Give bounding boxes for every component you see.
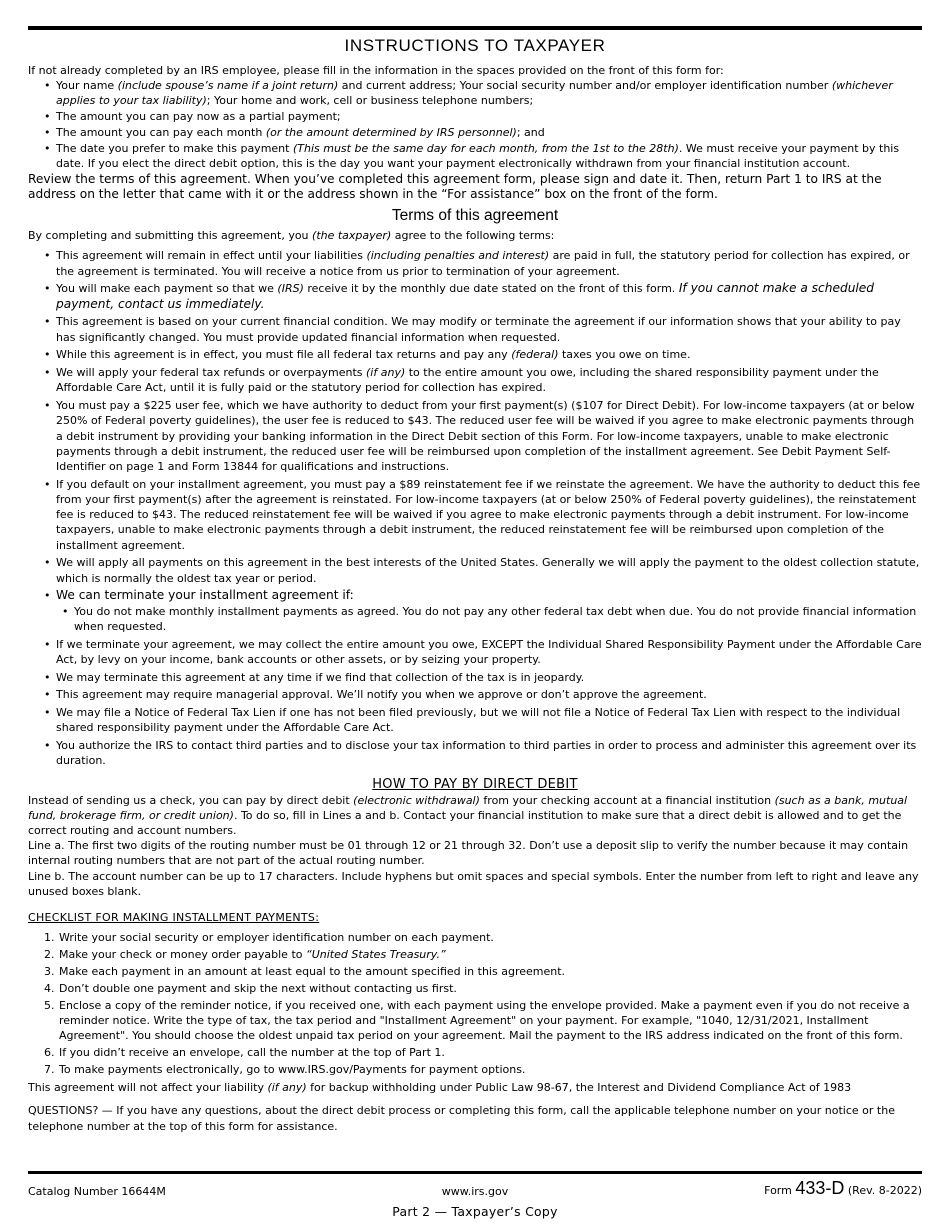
term-duration: • This agreement will remain in effect until your liabilities (including penalties and interest) are paid in full, the statutory period for collection has expired, or the agreement is terminated. You will receive a notice from us prior to termination of your agreement. bbox=[28, 248, 922, 278]
part-label: Part 2 — Taxpayer’s Copy bbox=[392, 1204, 558, 1219]
form-number: 433-D bbox=[795, 1178, 845, 1198]
liability-text: This agreement will not affect your liability (if any) for backup withholding under Public Law 98-67, the Interest and Dividend Compliance Act of 1983 bbox=[28, 1081, 852, 1095]
checklist-item: 6. If you didn’t receive an envelope, call the number at the top of Part 1. bbox=[44, 1046, 445, 1060]
term-jeopardy: • We may terminate this agreement at any time if we find that collection of the tax is in jeopardy. bbox=[28, 670, 922, 685]
page-title: INSTRUCTIONS TO TAXPAYER bbox=[344, 36, 606, 55]
intro-item-partial-payment: • The amount you can pay now as a partial payment; bbox=[28, 109, 922, 124]
term-file-returns: • While this agreement is in effect, you must file all federal tax returns and pay any (federal) taxes you owe on time. bbox=[28, 347, 922, 362]
termination-subitem: • You do not make monthly installment payments as agreed. You do not pay any other federal tax debt when due. You do not provide financial information when requested. bbox=[28, 604, 922, 634]
checklist-item: 2. Make your check or money order payable to “United States Treasury.” bbox=[44, 948, 446, 962]
intro-item-name: • Your name (include spouse’s name if a joint return) and current address; Your social security number and/or employer identification number (whichever applies to your tax liability); Your home and work, cell or business telephone numbers; bbox=[28, 78, 922, 108]
direct-debit-heading: HOW TO PAY BY DIRECT DEBIT bbox=[372, 776, 578, 792]
top-rule bbox=[28, 26, 922, 30]
term-collection: • If we terminate your agreement, we may collect the entire amount you owe, EXCEPT the Individual Shared Responsibility Payment under the Affordable Care Act, by levy on your income, bank accounts or other assets, or by seizing your property. bbox=[28, 637, 922, 667]
terms-intro: By completing and submitting this agreement, you (the taxpayer) agree to the following terms: bbox=[28, 229, 555, 243]
checklist-heading: CHECKLIST FOR MAKING INSTALLMENT PAYMENTS: bbox=[28, 911, 320, 925]
term-refunds: • We will apply your federal tax refunds or overpayments (if any) to the entire amount you owe, including the shared responsibility payment under the Affordable Care Act, until it is fully paid or the statutory period for collection has expired. bbox=[28, 365, 922, 395]
intro-item-monthly-amount: • The amount you can pay each month (or the amount determined by IRS personnel); and bbox=[28, 125, 922, 140]
form-identifier: Form 433-D (Rev. 8-2022) bbox=[764, 1178, 922, 1198]
termination-sublist bbox=[28, 604, 922, 634]
checklist-item: 3. Make each payment in an amount at least equal to the amount specified in this agreement. bbox=[44, 965, 566, 979]
review-text: Review the terms of this agreement. When you’ve completed this agreement form, please sign and date it. Then, return Part 1 to IRS at the address on the letter that came with it or the address shown in the “For assistance” box on the front of the form. bbox=[28, 171, 882, 201]
intro-text: If not already completed by an IRS employee, please fill in the information in the spaces provided on the front of this form for: bbox=[28, 64, 724, 77]
intro-list bbox=[28, 78, 922, 171]
line-a-instructions: Line a. The first two digits of the routing number must be 01 through 12 or 21 through 32. Don’t use a deposit slip to verify the number because it may contain internal routing numbers that are not part of the actual routing number. bbox=[28, 839, 909, 868]
questions-text: QUESTIONS? — If you have any questions, about the direct debit process or completing this form, call the applicable telephone number on your notice or the telephone number at the top of this form for assistance. bbox=[28, 1104, 895, 1133]
term-managerial-approval: • This agreement may require managerial approval. We’ll notify you when we approve or don’t approve the agreement. bbox=[28, 687, 922, 702]
terms-list bbox=[28, 248, 922, 768]
term-payment-due: • You will make each payment so that we (IRS) receive it by the monthly due date stated on the front of this form. If you cannot make a scheduled payment, contact us immediately. bbox=[28, 281, 922, 311]
checklist-item: 1. Write your social security or employer identification number on each payment. bbox=[44, 931, 494, 945]
intro-item-payment-date: • The date you prefer to make this payment (This must be the same day for each month, from the 1st to the 28th). We must receive your payment by this date. If you elect the direct debit option, this is the day you want your payment electronically withdrawn from your financial institution account. bbox=[28, 141, 922, 171]
term-third-parties: • You authorize the IRS to contact third parties and to disclose your tax information to third parties in order to process and administer this agreement over its duration. bbox=[28, 738, 922, 768]
checklist-item: 4. Don’t double one payment and skip the next without contacting us first. bbox=[44, 981, 457, 995]
term-user-fee: • You must pay a $225 user fee, which we have authority to deduct from your first payment(s) ($107 for Direct Debit). For low-income taxpayers (at or below 250% of Federal poverty guidelines), the user fee is reduced to $43. The reduced user fee will be waived if you agree to make electronic payments through a debit instrument by providing your banking information in the Direct Debit section of this Form. For low-income taxpayers, unable to make electronic payments through a debit instrument, the reduced user fee will be reimbursed upon completion of the installment agreement. See Debit Payment Self-Identifier on page 1 and Form 13844 for qualifications and instructions. bbox=[28, 398, 922, 474]
checklist-item: 7. To make payments electronically, go to www.IRS.gov/Payments for payment options. bbox=[44, 1063, 526, 1076]
line-b-instructions: Line b. The account number can be up to 17 characters. Include hyphens but omit spaces and special symbols. Enter the number from left to right and leave any unused boxes blank. bbox=[28, 869, 919, 898]
term-apply-payments: • We will apply all payments on this agreement in the best interests of the United States. Generally we will apply the payment to the oldest collection statute, which is normally the oldest tax year or period. bbox=[28, 555, 922, 585]
term-termination-conditions: • We can terminate your installment agreement if: • You do not make monthly installment payments as agreed. You do not pay any other federal tax debt when due. You do not provide financial information when requested. bbox=[28, 588, 922, 634]
direct-debit-intro: Instead of sending us a check, you can pay by direct debit (electronic withdrawal) from your checking account at a financial institution (such as a bank, mutual fund, brokerage firm, or credit union). To do so, fill in Lines a and b. Contact your financial institution to make sure that a direct debit is allowed and to get the correct routing and account numbers. bbox=[28, 793, 908, 838]
checklist bbox=[28, 930, 922, 1077]
term-financial-condition: • This agreement is based on your current financial condition. We may modify or terminate the agreement if our information shows that your ability to pay has significantly changed. You must provide updated financial information when requested. bbox=[28, 314, 922, 344]
checklist-item: 5. Enclose a copy of the reminder notice, if you received one, with each payment using the envelope provided. Make a payment even if you do not receive a reminder notice. Write the type of tax, the tax period and "Installment Agreement" on your payment. For example, "1040, 12/31/2021, Installment Agreement". You should choose the oldest unpaid tax period on your agreement. Mail the payment to the IRS address indicated on the front of this form. bbox=[44, 998, 910, 1043]
irs-website: www.irs.gov bbox=[441, 1185, 509, 1198]
catalog-number: Catalog Number 16644M bbox=[28, 1185, 166, 1198]
term-reinstatement-fee: • If you default on your installment agreement, you must pay a $89 reinstatement fee if we reinstate the agreement. We have the authority to deduct this fee from your first payment(s) after the agreement is reinstated. For low-income taxpayers (at or below 250% of Federal poverty guidelines), the reinstatement fee is reduced to $43. The reduced reinstatement fee will be waived if you agree to make electronic payments through a debit instrument. For low-income taxpayers, unable to make electronic payments through a debit instrument, the reduced reinstatement fee will be reimbursed upon completion of the installment agreement. bbox=[28, 477, 922, 553]
terms-heading: Terms of this agreement bbox=[391, 207, 559, 225]
page-footer bbox=[28, 1171, 922, 1219]
term-tax-lien: • We may file a Notice of Federal Tax Lien if one has not been filed previously, but we will not file a Notice of Federal Tax Lien with respect to the individual shared responsibility payment under the Affordable Care Act. bbox=[28, 705, 922, 735]
instructions-page bbox=[28, 26, 922, 1134]
